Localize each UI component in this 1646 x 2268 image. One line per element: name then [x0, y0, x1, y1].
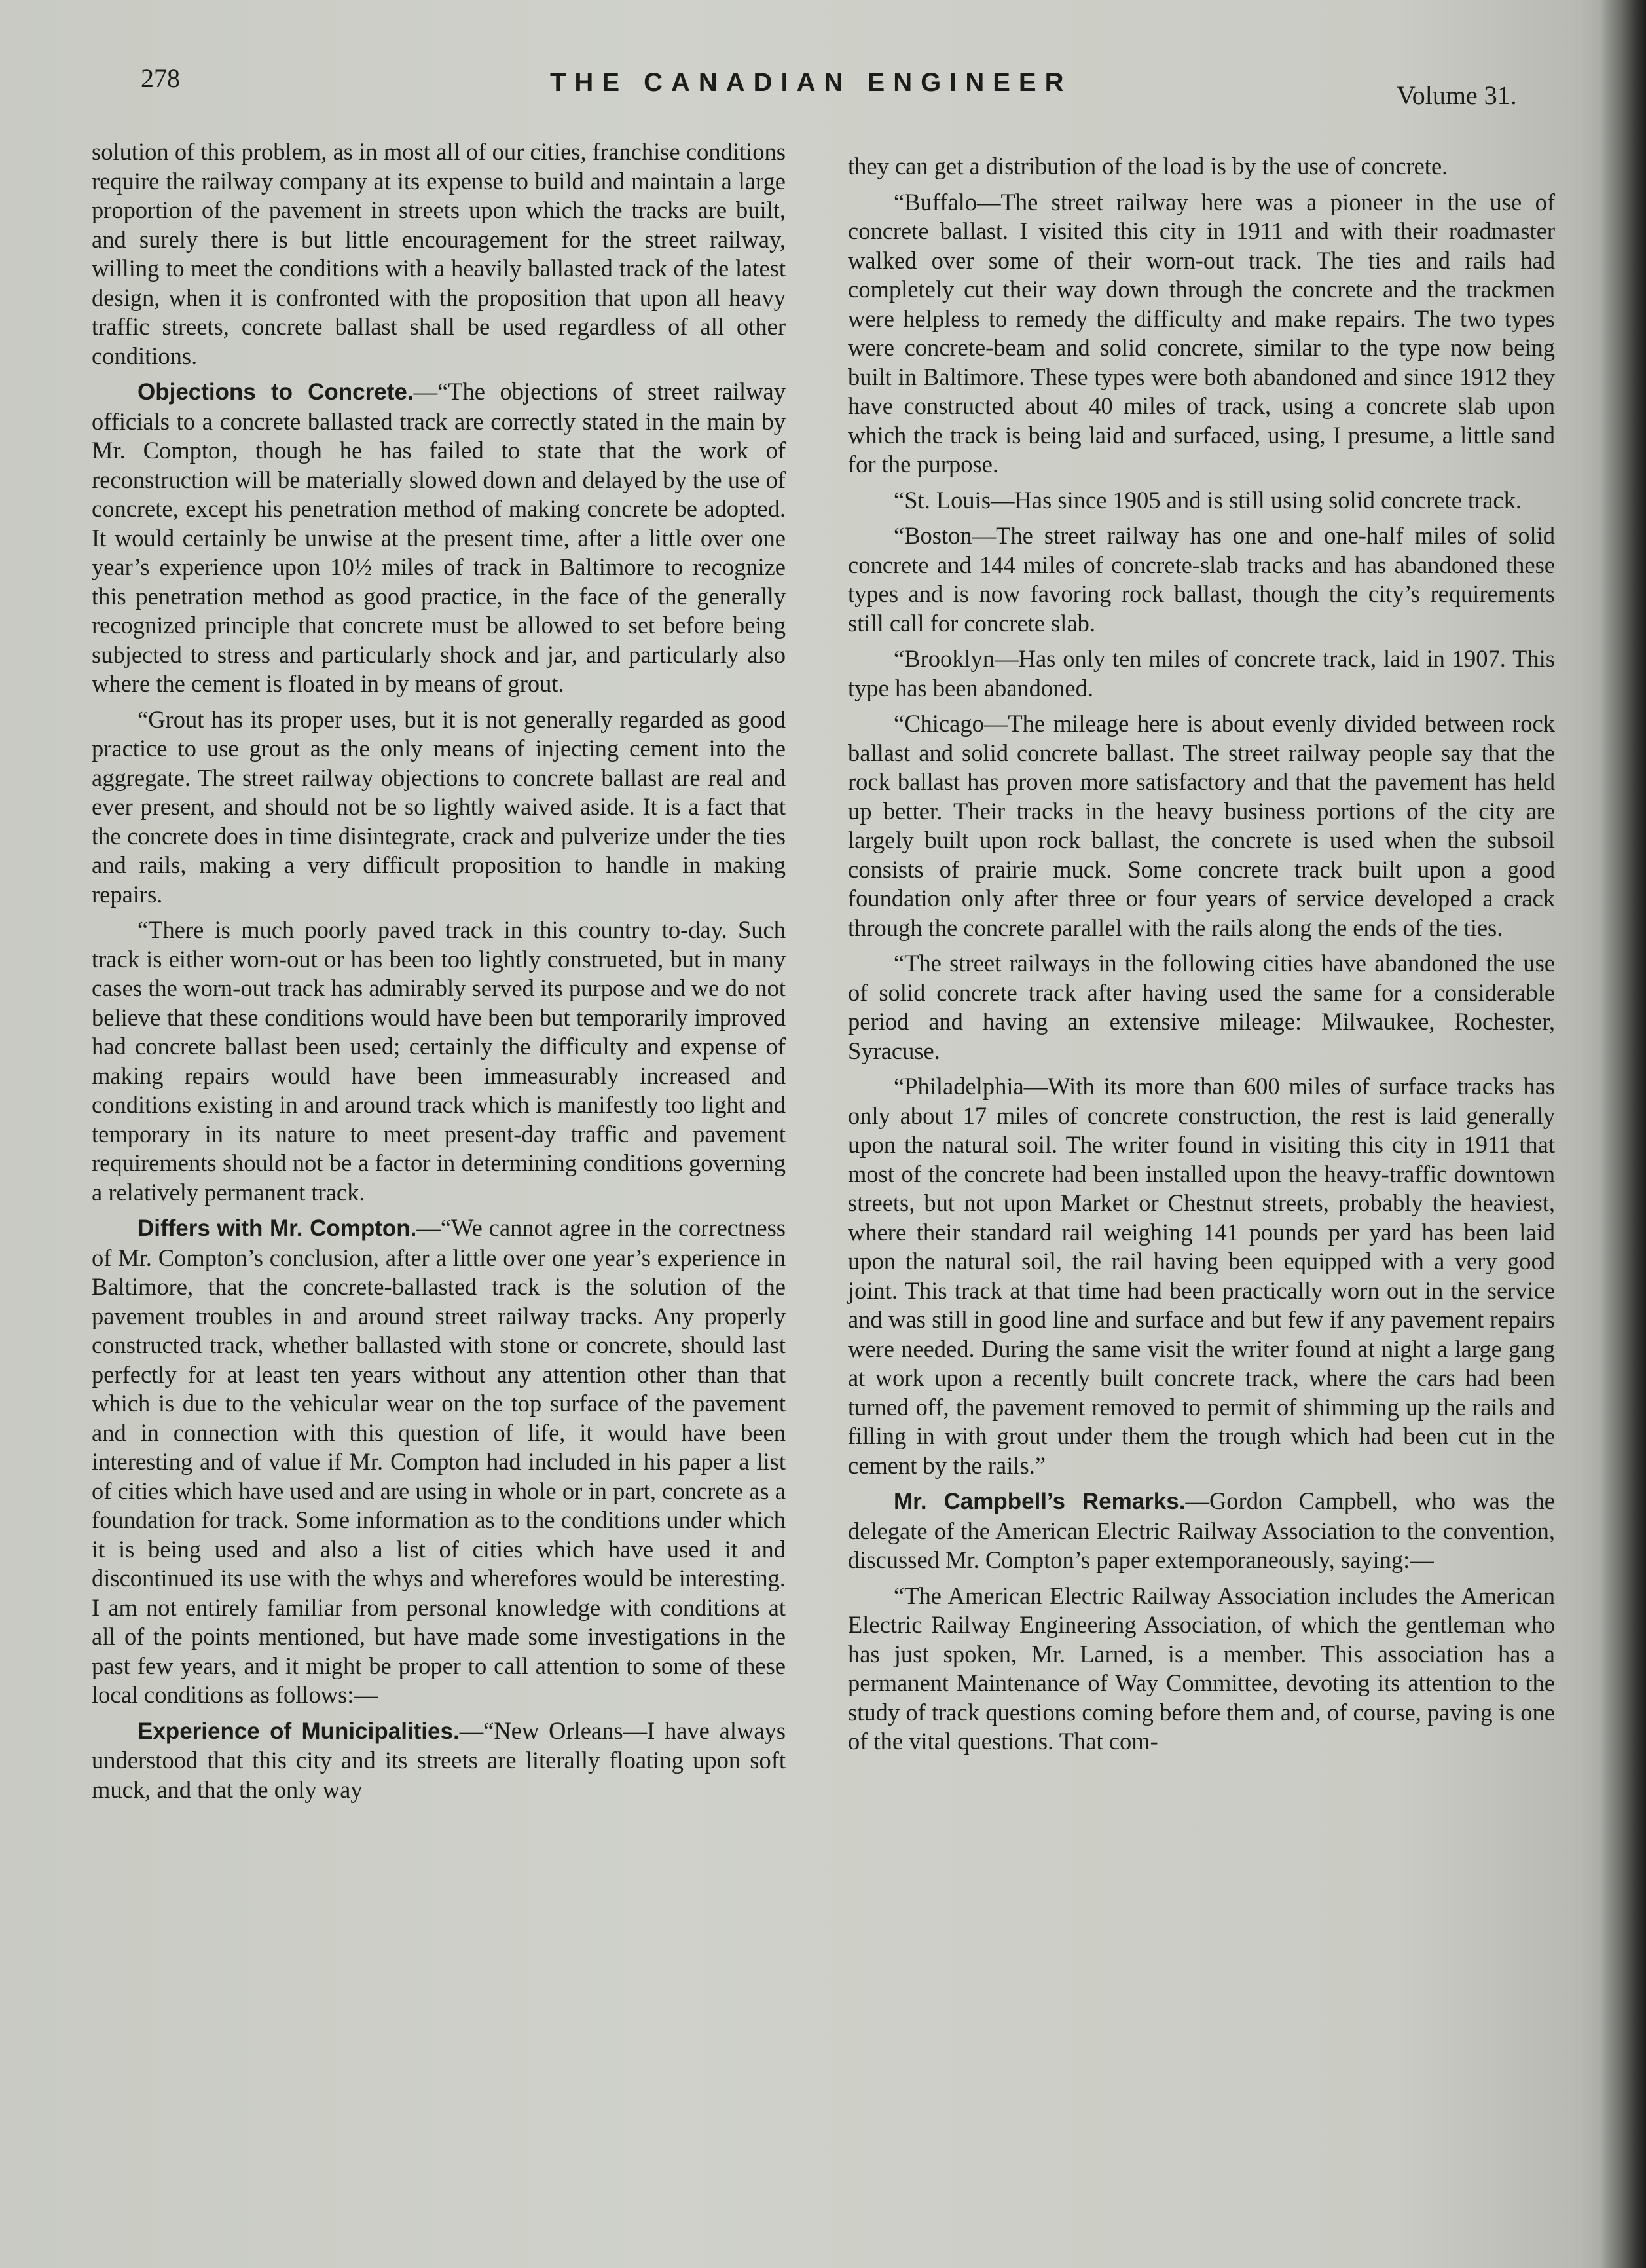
- page-header: [0, 63, 1604, 115]
- paragraph: [848, 1487, 1555, 1575]
- paragraph-text: —Gordon Campbell, who was the delegate of the American Electric Railway Association to the convention, discussed Mr. Compton’s paper extemporaneously, saying:—: [848, 1487, 1555, 1573]
- paragraph-text: —“The objections of street railway officials to a concrete ballasted track are correctly stated in the main by Mr. Compton, though he has failed to state that the work of reconstruction will be materially slowed down and delayed by the use of concrete, except his penetration method of making concrete be adopted. It would certainly be unwise at the present time, after a little over one year’s experience upon 10½ miles of track in Baltimore to recognize this penetration method as good practice, in the face of the generally recognized principle that concrete must be allowed to set before being subjected to stress and particularly shock and jar, and particularly also where the cement is floated in by means of grout.: [92, 378, 786, 697]
- paragraph: “There is much poorly paved track in this country to-day. Such track is either worn-out or has been too lightly construeted, but in many cases the worn-out track has admirably served its purpose and we do not believe that these conditions would have been but temporarily improved had concrete ballast been used; certainly the difficulty and expense of making repairs would have been immeasurably increased and conditions existing in and around track which is manifestly too light and temporary in its nature to meet present-day traffic and pavement requirements should not be a factor in determining conditions governing a relatively permanent track.: [92, 916, 786, 1206]
- paragraph: “Boston—The street railway has one and one-half miles of solid concrete and 144 miles of concrete-slab tracks and has abandoned these types and is now favoring rock ballast, though the city’s requirements still call for concrete slab.: [848, 522, 1555, 637]
- paragraph: “Philadelphia—With its more than 600 miles of surface tracks has only about 17 miles of concrete construction, the rest is laid generally upon the natural soil. The writer found in visiting this city in 1911 that most of the concrete had been installed upon the heavy-traffic downtown streets, but not upon Market or Chestnut streets, probably the heaviest, where their standard rail weighing 141 pounds per yard has been laid upon the natural soil, the rail having been equipped with a very good joint. This track at that time had been practically worn out in the service and was still in good line and surface and but few if any pavement repairs were needed. During the same visit the writer found at night a large gang at work upon a recently built concrete track, where the cars had been turned off, the pavement removed to permit of shimming up the rails and filling in with grout under them the trough which had been cut in the cement by the rails.”: [848, 1073, 1555, 1479]
- run-in-heading: Mr. Campbell’s Remarks.: [894, 1489, 1186, 1514]
- paragraph: “Grout has its proper uses, but it is not generally regarded as good practice to use grout as the only means of injecting cement into the aggregate. The street railway objections to concrete ballast are real and ever present, and should not be so lightly waived aside. It is a fact that the concrete does in time disintegrate, crack and pulverize under the ties and rails, making a very difficult proposition to handle in making repairs.: [92, 705, 786, 908]
- paragraph-text: —“We cannot agree in the correctness of Mr. Compton’s conclusion, after a little over one year’s experience in Baltimore, that the concrete-ballasted track is the solution of the pavement troubles in and around street railway tracks. Any properly constructed track, whether ballasted with stone or concrete, should last perfectly for at least ten years without any attention other than that which is due to the vehicular wear on the top surface of the pavement and in connection with this question of life, it would have been interesting and of value if Mr. Compton had included in his paper a list of cities which have used and are using in whole or in part, concrete as a foundation for track. Some information as to the conditions under which it is being used and also a list of cities which have used it and discontinued its use with the whys and wherefores would be interesting. I am not entirely familiar from personal knowledge with conditions at all of the points mentioned, but have made some investigations in the past few years, and it might be proper to call attention to some of these local conditions as follows:—: [92, 1214, 786, 1708]
- paragraph: “The American Electric Railway Association includes the American Electric Railway Engineering Association, of which the gentleman who has just spoken, Mr. Larned, is a member. This association has a permanent Maintenance of Way Committee, devoting its attention to the study of track questions coming before them and, of course, paving is one of the vital questions. That com-: [848, 1582, 1555, 1755]
- paragraph: solution of this problem, as in most all of our cities, franchise conditions require the railway company at its expense to build and maintain a large proportion of the pavement in streets upon which the tracks are built, and surely there is but little encouragement for the street railway, willing to meet the conditions with a heavily ballasted track of the latest design, when it is confronted with the proposition that upon all heavy traffic streets, concrete ballast shall be used regardless of all other conditions.: [92, 138, 786, 369]
- right-column: [848, 152, 1555, 1757]
- paragraph: “Buffalo—The street railway here was a pioneer in the use of concrete ballast. I visited this city in 1911 and with their roadmaster walked over some of their worn-out track. The ties and rails had completely cut their way down through the concrete and the trackmen were helpless to remedy the difficulty and make repairs. The two types were concrete-beam and solid concrete, similar to the type now being built in Baltimore. These types were both abandoned and since 1912 they have constructed about 40 miles of track, using a concrete slab upon which the track is being laid and surfaced, using, I presume, a little sand for the purpose.: [848, 188, 1555, 477]
- paragraph: “The street railways in the following cities have abandoned the use of solid concrete track after having used the same for a considerable period and having an extensive mileage: Milwaukee, Rochester, Syracuse.: [848, 950, 1555, 1064]
- left-column: [92, 138, 786, 1804]
- paragraph-text: —“New Orleans—I have always understood that this city and its streets are literally floating upon soft muck, and that the only way: [92, 1717, 786, 1803]
- run-in-heading: Differs with Mr. Compton.: [137, 1216, 417, 1241]
- paragraph: “Brooklyn—Has only ten miles of concrete track, laid in 1907. This type has been abandoned.: [848, 645, 1555, 701]
- paragraph: they can get a distribution of the load is by the use of concrete.: [848, 153, 1448, 179]
- paragraph: [92, 1717, 786, 1805]
- volume-label: Volume 31.: [1397, 81, 1517, 110]
- paragraph: “Chicago—The mileage here is about evenly divided between rock ballast and solid concrete ballast. The street railway people say that the rock ballast has proven more satisfactory and that the pavement has held up better. Their tracks in the heavy business portions of the city are largely built upon rock ballast, the concrete is used when the subsoil consists of prairie muck. Some concrete track built upon a good foundation only after three or four years of service developed a crack through the concrete parallel with the rails along the ends of the ties.: [848, 710, 1555, 941]
- paragraph: [92, 377, 786, 699]
- run-in-heading: Experience of Municipalities.: [137, 1718, 460, 1744]
- book-spine-shadow: [1600, 0, 1646, 2268]
- page-number: 278: [141, 64, 180, 93]
- paragraph: [92, 1214, 786, 1710]
- run-in-heading: Objections to Concrete.: [137, 379, 414, 405]
- paragraph: “St. Louis—Has since 1905 and is still using solid concrete track.: [894, 486, 1522, 513]
- journal-title: THE CANADIAN ENGINEER: [550, 68, 1072, 97]
